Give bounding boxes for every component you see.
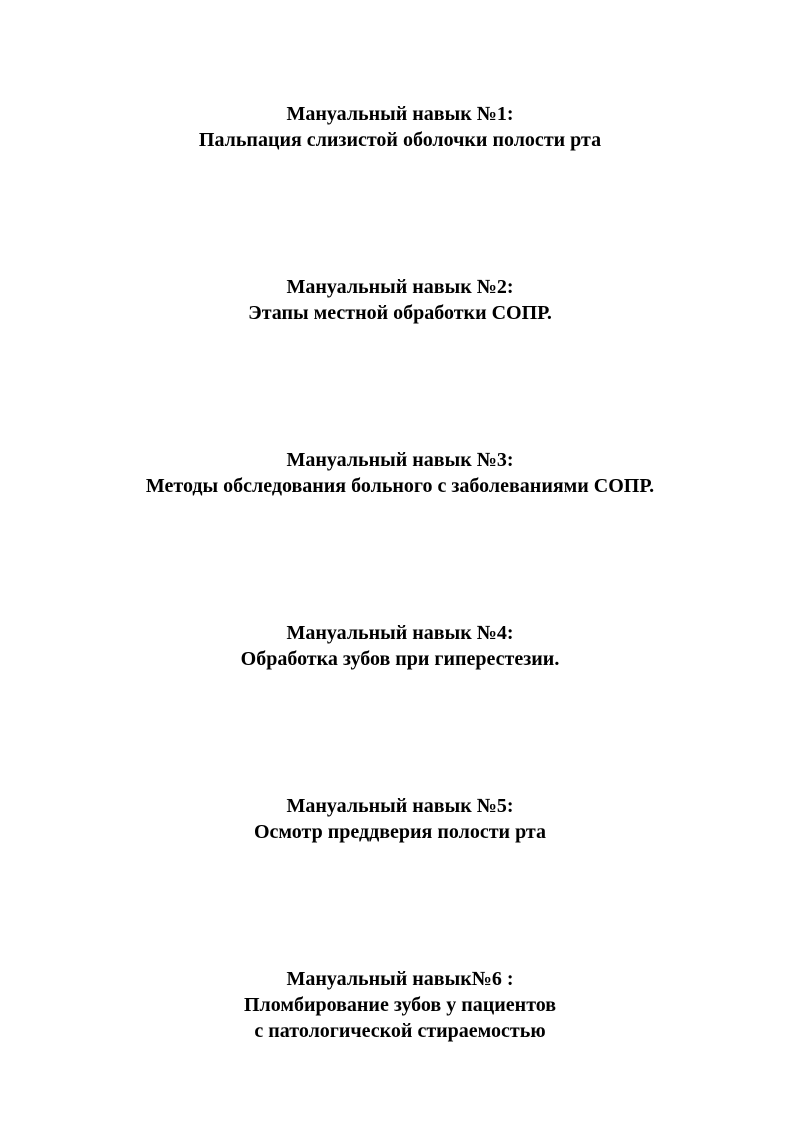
skill-title: Обработка зубов при гиперестезии. bbox=[240, 648, 560, 670]
skill-block-1 bbox=[0, 101, 800, 153]
skill-heading: Мануальный навык №4: bbox=[286, 622, 514, 644]
skill-block-4 bbox=[0, 620, 800, 672]
skill-title: Пломбирование зубов у пациентов bbox=[243, 994, 557, 1016]
skill-title: Этапы местной обработки СОПР. bbox=[248, 302, 552, 324]
skill-block-5 bbox=[0, 793, 800, 845]
skill-title: Пальпация слизистой оболочки полости рта bbox=[198, 129, 602, 151]
skill-heading: Мануальный навык №3: bbox=[286, 449, 514, 471]
skill-block-2 bbox=[0, 274, 800, 326]
skill-block-3 bbox=[0, 447, 800, 499]
skill-title: Осмотр преддверия полости рта bbox=[254, 821, 546, 843]
skill-heading: Мануальный навык№6 : bbox=[286, 968, 514, 990]
skill-heading: Мануальный навык №1: bbox=[286, 103, 514, 125]
skill-heading: Мануальный навык №2: bbox=[286, 276, 514, 298]
skill-title: Методы обследования больного с заболеваниями СОПР. bbox=[145, 475, 655, 497]
skill-title-continued: с патологической стираемостью bbox=[254, 1020, 546, 1042]
skill-block-6 bbox=[0, 966, 800, 1044]
skill-heading: Мануальный навык №5: bbox=[286, 795, 514, 817]
